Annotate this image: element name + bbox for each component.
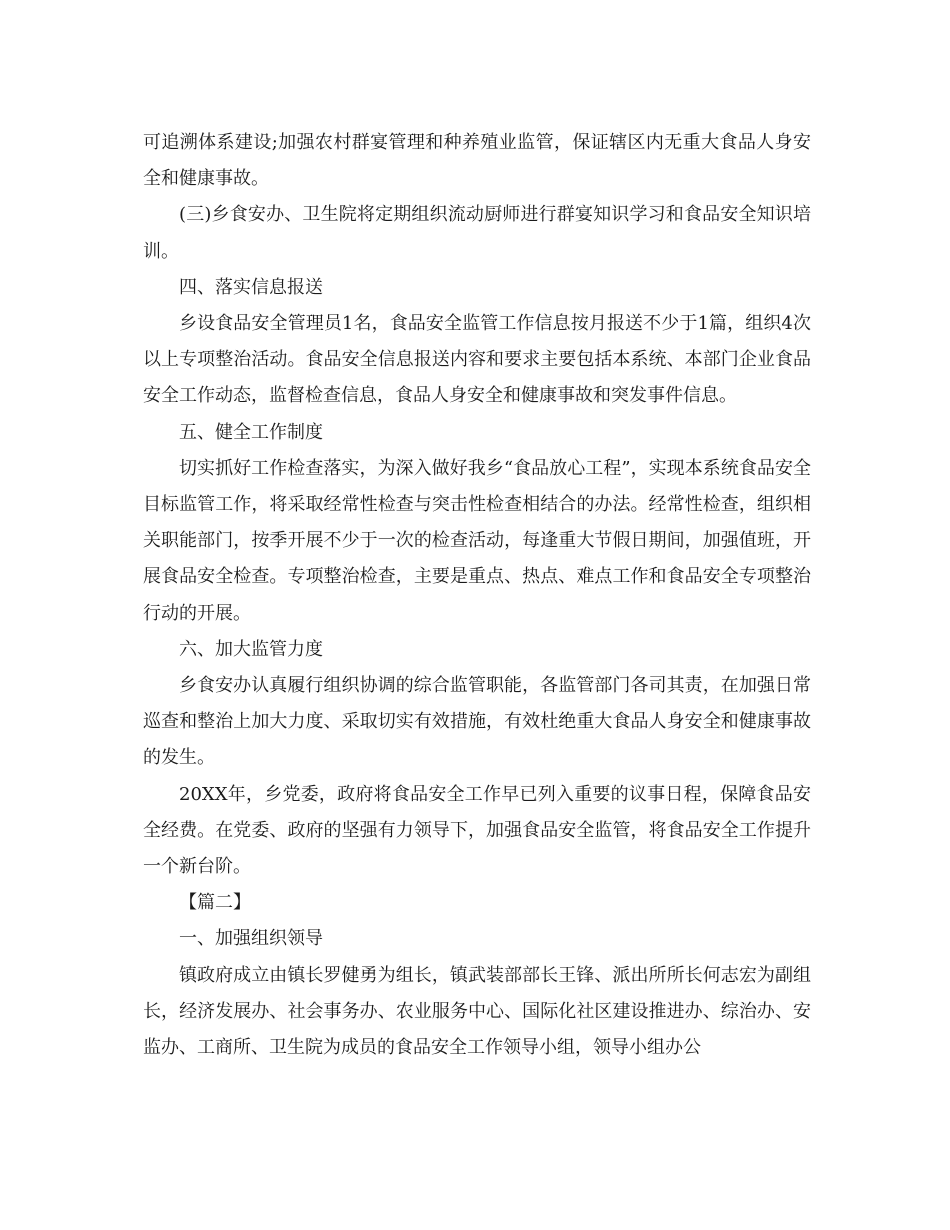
document-body	[143, 125, 811, 1066]
paragraph-continued: 可追溯体系建设;加强农村群宴管理和种养殖业监管，保证辖区内无重大食品人身安全和健康事故。	[143, 132, 811, 190]
paragraph: 镇政府成立由镇长罗健勇为组长，镇武装部部长王锋、派出所所长何志宏为副组长，经济发展办、社会事务办、农业服务中心、国际化社区建设推进办、综治办、安监办、工商所、卫生院为成员的食品安全工作领导小组，领导小组办公	[143, 964, 811, 1059]
section-heading: 四、落实信息报送	[179, 276, 323, 298]
part-heading: 【篇二】	[179, 892, 251, 914]
paragraph: 20XX年，乡党委，政府将食品安全工作早已列入重要的议事日程，保障食品安全经费。在党委、政府的坚强有力领导下，加强食品安全监管，将食品安全工作提升一个新台阶。	[143, 783, 811, 878]
section-heading: 六、加大监管力度	[179, 638, 323, 660]
paragraph: 乡食安办认真履行组织协调的综合监管职能，各监管部门各司其责，在加强日常巡查和整治上加大力度、采取切实有效措施，有效杜绝重大食品人身安全和健康事故的发生。	[143, 675, 811, 769]
paragraph: 乡设食品安全管理员1名，食品安全监管工作信息按月报送不少于1篇，组织4次以上专项整治活动。食品安全信息报送内容和要求主要包括本系统、本部门企业食品安全工作动态，监督检查信息，食品人身安全和健康事故和突发事件信息。	[143, 313, 811, 407]
section-heading: 一、加强组织领导	[179, 928, 323, 950]
paragraph: (三)乡食安办、卫生院将定期组织流动厨师进行群宴知识学习和食品安全知识培训。	[143, 204, 811, 262]
paragraph: 切实抓好工作检查落实，为深入做好我乡“食品放心工程”，实现本系统食品安全目标监管工作，将采取经常性检查与突击性检查相结合的办法。经常性检查，组织相关职能部门，按季开展不少于一次的检查活动，每逢重大节假日期间，加强值班，开展食品安全检查。专项整治检查，主要是重点、热点、难点工作和食品安全专项整治行动的开展。	[143, 457, 811, 624]
section-heading: 五、健全工作制度	[179, 421, 323, 443]
